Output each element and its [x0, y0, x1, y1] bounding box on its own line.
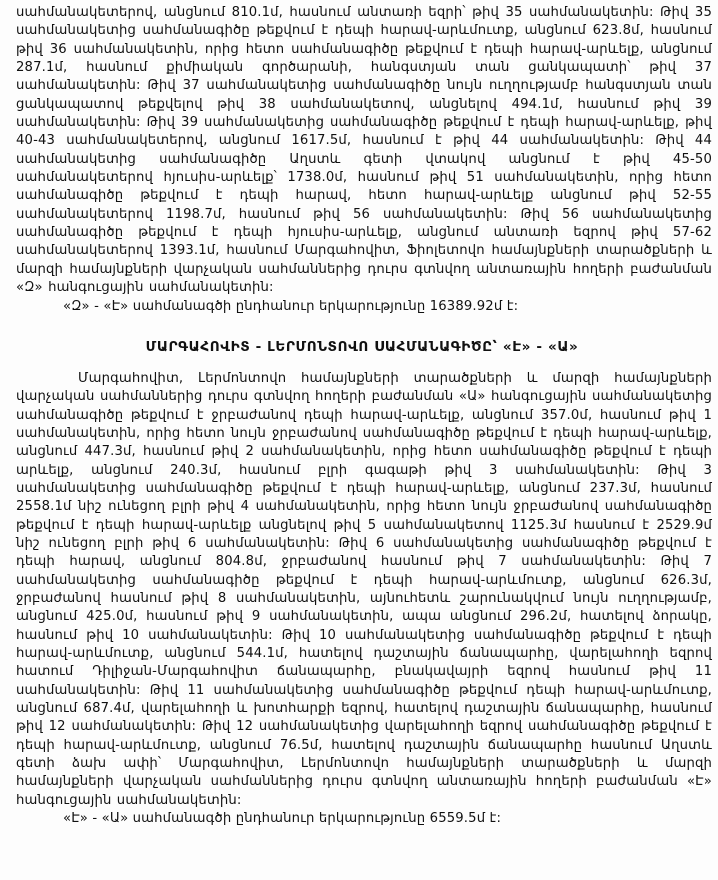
section-margahovit-lermontovo — [16, 316, 712, 829]
boundary-total-length: «Է» - «Ա» սահմանագծի ընդհանուր երկարությունը 6559.5մ է: — [63, 811, 502, 827]
section-heading: ՄԱՐԳԱՀՈՎԻՏ - ԼԵՐՄՈՆՏՈՎՈ ՍԱՀՄԱՆԱԳԻԾԸ՝ «Է» - «Ա» — [145, 338, 579, 355]
boundary-total-length: «Զ» - «Է» սահմանագծի ընդհանուր երկարությունը 16389.92մ է: — [63, 298, 519, 314]
section-z-e — [16, 4, 712, 316]
boundary-description-paragraph: Մարգահովիտ, Լերմոնտովո համայնքների տարածքների և մարզի համայնքների վարչական սահմաններից դուրս գտնվող հողերի բաժանման «Ա» հանգուցային սահմանակետից սահմանագիծը թեքվում է ջրբաժանով դեպի հարավ-արևելք, անցնում 357.0մ, հասնում թիվ 1 սահմանակետին, որից հետո նույն ջրբաժանով սահմանագիծը թեքվում է դեպի հարավ-արևելք, անցնում 447.3մ, հասնում թիվ 2 սահմանակետին, որից հետո սահմանագիծը թեքվում է դեպի արևելք, անցնում 240.3մ, հասնում բլրի գագաթի թիվ 3 սահմանակետին: Թիվ 3 սահմանակետից սահմանագիծը թեքվում է դեպի հարավ-արևելք, անցնում 237.3մ, հասնում 2558.1մ նիշ ունեցող բլրի թիվ 4 սահմանակետին, որից հետո նույն ջրբաժանով սահմանագիծը թեքվում է դեպի հարավ-արևելք անցնելով թիվ 5 սահմանակետով 1125.3մ հասնում է 2529.9մ նիշ ունեցող բլրի թիվ 6 սահմանակետին: Թիվ 6 սահմանակետից սահմանագիծը թեքվում է դեպի հարավ, անցնում 804.8մ, ջրբաժանով հասնում թիվ 7 սահմանակետին: Թիվ 7 սահմանակետից սահմանագիծը թեքվում է դեպի հարավ-արևմուտք, անցնում 626.3մ, ջրբաժանով հասնում թիվ 8 սահմանակետին, այնուհետև շարունակվում նույն ուղղությամբ, անցնում 425.0մ, հասնում թիվ 9 սահմանակետին, ապա անցնում 296.2մ, հատելով ձորակը, հասնում թիվ 10 սահմանակետին: Թիվ 10 սահմանակետից սահմանագիծը թեքվում է դեպի հարավ-արևմուտք, անցնում 544.1մ, հատելով դաշտային ճանապարհը, վարելահողի եզրով հատում Դիլիջան-Մարգահովիտ ճանապարհը, բնակավայրի եզրով հասնում թիվ 11 սահմանակետին: Թիվ 11 սահմանակետից սահմանագիծը թեքվում դեպի հարավ-արևմուտք, անցնում 687.4մ, վարելահողի և խոտհարքի եզրով, հատելով դաշտային ճանապարհը, հասնում թիվ 12 սահմանակետին: Թիվ 12 սահմանակետից վարելահողի եզրով սահմանագիծը թեքվում է դեպի հարավ-արևմուտք, անցնում 76.5մ, հատելով դաշտային ճանապարհը հասնում Աղստև գետի ձախ ափի՝ Մարգահովիտ, Լերմոնտովո համայնքների տարածքների և մարզի համայնքների վարչական սահմաններից դուրս գտնվող անտառային հողերի բաժանման «Է» հանգուցային սահմանակետին: — [16, 370, 712, 808]
boundary-description-paragraph: սահմանակետերով, անցնում 810.1մ, հասնում անտառի եզրի՝ թիվ 35 սահմանակետին: Թիվ 35 սահմանակետից սահմանագիծը թեքվում է դեպի հարավ-արևմուտք, անցնում 623.8մ, հասնում թիվ 36 սահմանակետին, որից հետո սահմանագիծը թեքվում է դեպի հարավ-արևելք, անցնում 287.1մ, հասնում քիմիական գործարանի, հանգստյան տան ցանկապատի՝ թիվ 37 սահմանակետին: Թիվ 37 սահմանակետից սահմանագիծը նույն ուղղությամբ հանգստյան տան ցանկապատով թեքվելով թիվ 38 սահմանակետով, անցնելով 494.1մ, հասնում թիվ 39 սահմանակետին: Թիվ 39 սահմանակետից սահմանագիծը թեքվում է դեպի հարավ-արևելք, թիվ 40-43 սահմանակետերով, անցնում 1617.5մ, հասնում է թիվ 44 սահմանակետին: Թիվ 44 սահմանակետից սահմանագիծը Աղստև գետի վտակով անցնում է թիվ 45-50 սահմանակետերով հյուսիս-արևելք՝ 1738.0մ, հասնում թիվ 51 սահմանակետին, որից հետո սահմանագիծը թեքվում է դեպի հարավ, հետո հարավ-արևելք անցնում թիվ 52-55 սահմանակետերով 1198.7մ, հասնում թիվ 56 սահմանակետին: Թիվ 56 սահմանակետից սահմանագիծը թեքվում է դեպի հյուսիս-արևելք, անցնում անտառի եզրով թիվ 57-62 սահմանակետերով 1393.1մ, հասնում Մարգահովիտ, Ֆիոլետովո համայնքների տարածքների և մարզի համայնքների վարչական սահմաններից դուրս գտնվող անտառային հողերի բաժանման «Զ» հանգուցային սահմանակետին: — [16, 5, 712, 296]
